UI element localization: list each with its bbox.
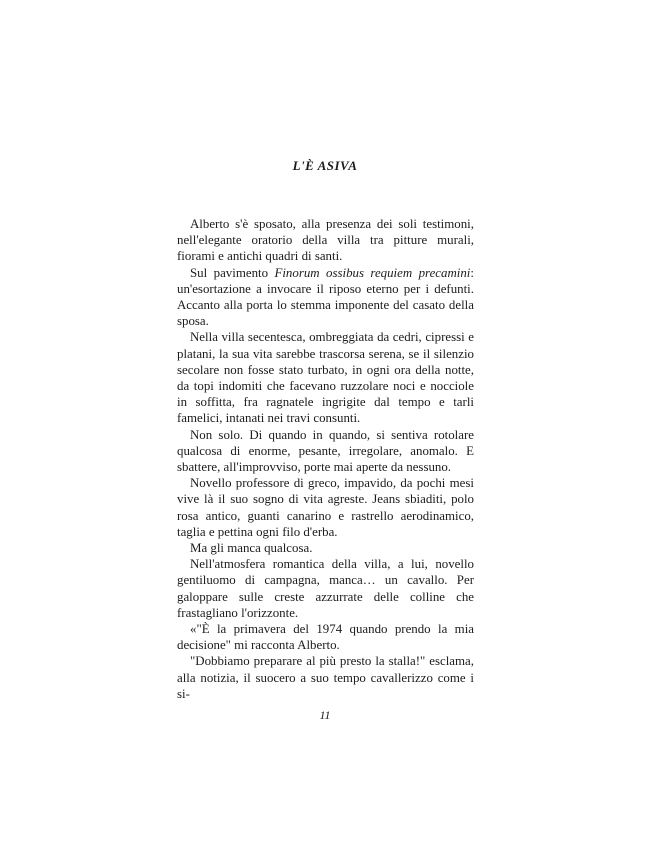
- paragraph: [177, 540, 474, 556]
- paragraph-text: Sul pavimento: [190, 265, 275, 280]
- paragraph-text: Nella villa secentesca, ombreggiata da cedri, cipressi e platani, la sua vita sarebbe trascorsa serena, se il silenzio secolare non fosse stato turbato, in ogni ora della notte, da topi indomiti che facevano ruzzolare noci e nocciole in soffitta, fra ragnatele ingrigite dal tempo e tarli famelici, intanati nei travi consunti.: [177, 330, 474, 426]
- paragraph: [177, 216, 474, 265]
- paragraph: [177, 475, 474, 540]
- chapter-title: L'È ASIVA: [292, 158, 358, 173]
- paragraph: [177, 556, 474, 621]
- paragraph-text: "Dobbiamo preparare al più presto la stalla!" esclama, alla notizia, il suocero a suo tempo cavallerizzo come i si-: [177, 654, 474, 701]
- paragraph: [177, 329, 474, 426]
- paragraph-text: Non solo. Di quando in quando, si sentiva rotolare qualcosa di enorme, pesante, irregolare, anomalo. E sbattere, all'improvviso, porte mai aperte da nessuno.: [177, 427, 474, 475]
- paragraph-text: Alberto s'è sposato, alla presenza dei soli testimoni, nell'elegante oratorio della villa tra pitture murali, fiorami e antichi quadri di santi.: [177, 217, 474, 264]
- paragraph-text: Ma gli manca qualcosa.: [190, 541, 313, 556]
- paragraph-text: Novello professore di greco, impavido, da pochi mesi vive là il suo sogno di vita agreste. Jeans sbiaditi, polo rosa antico, guanti canarino e rastrello aerodinamico, taglia e pettina ogni filo d'erba.: [177, 476, 474, 539]
- paragraph: [177, 427, 474, 476]
- paragraph-text: «"È la primavera del 1974 quando prendo la mia decisione" mi racconta Alberto.: [177, 622, 474, 653]
- paragraph: [177, 653, 474, 702]
- page-number: 11: [319, 708, 331, 722]
- text-block: [177, 216, 474, 702]
- latin-phrase: Finorum ossibus requiem precamini: [274, 265, 471, 280]
- paragraph: [177, 265, 474, 330]
- paragraph-text: Nell'atmosfera romantica della villa, a lui, novello gentiluomo di campagna, manca… un cavallo. Per galoppare sulle creste azzurrate delle colline che frastagliano l'orizzonte.: [177, 557, 474, 620]
- paragraph: [177, 621, 474, 653]
- paragraph-text: : un'esortazione a invocare il riposo eterno per i defunti. Accanto alla porta lo stemma imponente del casato della sposa.: [177, 265, 474, 329]
